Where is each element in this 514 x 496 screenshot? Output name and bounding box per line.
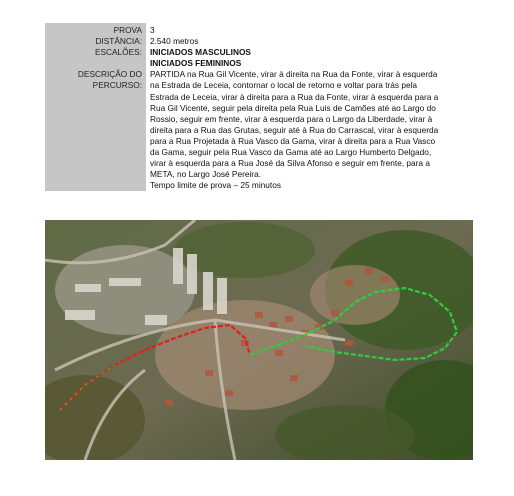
descricao-line: Estrada de Leceia, virar à direita para a Rua da Fonte, virar à esquerda para a [150, 91, 439, 102]
descricao-label [45, 69, 146, 191]
escaloes-label: ESCALÕES: [45, 47, 146, 58]
descricao-line: Rossio, seguir em frente, virar à esquerda para o Largo da Liberdade, virar à [150, 113, 433, 124]
escaloes-value-1: INICIADOS MASCULINOS [150, 47, 251, 58]
descricao-label-line-1: DESCRIÇÃO DO [77, 69, 142, 80]
prova-label: PROVA [45, 23, 146, 36]
distancia-label: DISTÂNCIA: [45, 36, 146, 47]
race-info-table [45, 23, 475, 191]
prova-value: 3 [150, 25, 155, 35]
descricao-text [146, 69, 475, 191]
time-limit-line: Tempo limite de prova – 25 minutos [150, 180, 281, 191]
descricao-line: virar à esquerda para a Rua José da Silva Afonso e seguir em frente, para a [150, 158, 430, 169]
route-aerial-map [45, 220, 473, 460]
descricao-line: direita para a Rua das Grutas, seguir até à Rua do Carrascal, virar à esquerda [150, 124, 439, 135]
descricao-label-line-2: PERCURSO: [92, 80, 142, 91]
descricao-line: META, no Largo José Pereira. [150, 169, 261, 180]
descricao-line: na Estrada de Leceia, contornar o local de retorno e voltar para trás pela [150, 80, 418, 91]
descricao-line: PARTIDA na Rua Gil Vicente, virar à direita na Rua da Fonte, virar à esquerda [150, 69, 438, 80]
escaloes-label-spacer [45, 58, 146, 69]
distancia-value: 2.540 metros [150, 36, 199, 47]
descricao-line: para a Rua Projetada à Rua Vasco da Gama, virar à direita para a Rua Vasco [150, 135, 436, 146]
descricao-line: da Gama, seguir pela Rua Vasco da Gama até ao Largo Humberto Delgado, [150, 147, 432, 158]
escaloes-value-2: INICIADOS FEMININOS [150, 58, 242, 69]
descricao-line: Rua Gil Vicente, seguir pela direita pela Rua Luis de Camões até ao Largo do [150, 102, 436, 113]
map-image [45, 220, 473, 460]
